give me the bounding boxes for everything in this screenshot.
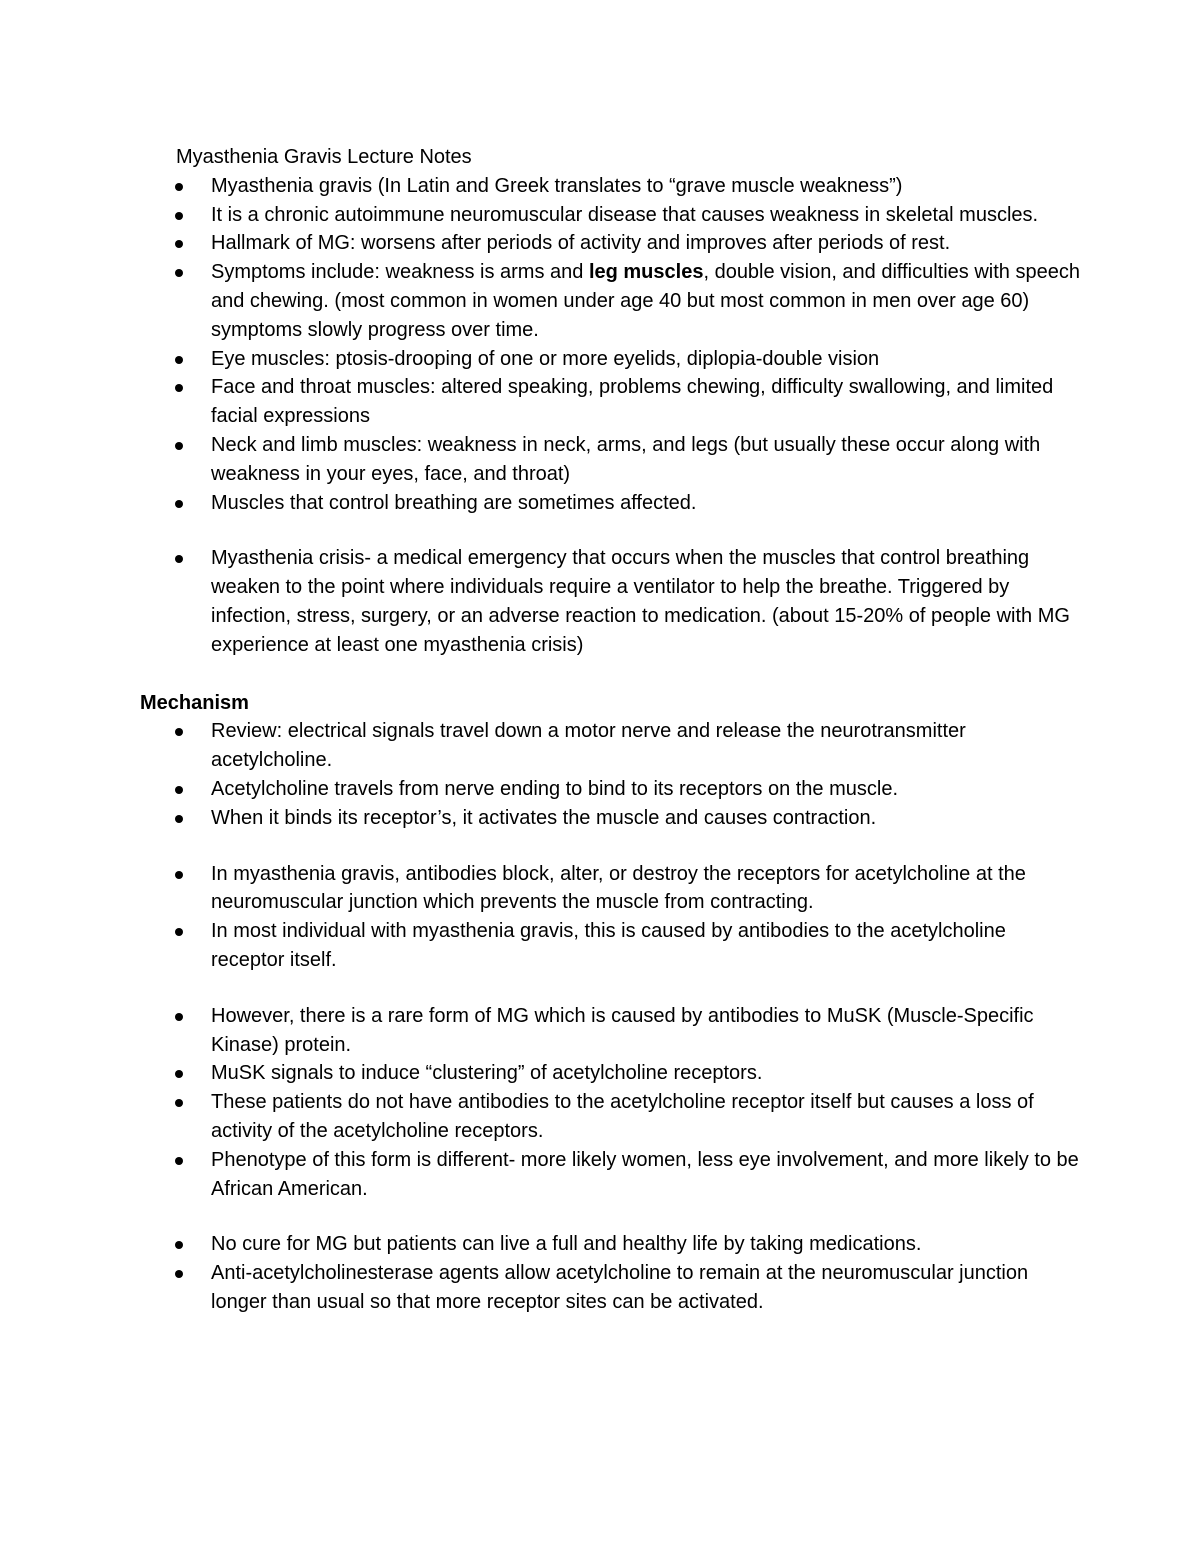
list-item: [140, 345, 1080, 374]
section-heading-mechanism: Mechanism: [140, 691, 249, 714]
bullet-text: Hallmark of MG: worsens after periods of activity and improves after periods of rest.: [211, 232, 951, 255]
list-item: [140, 917, 1080, 975]
bullet-text: These patients do not have antibodies to the acetylcholine receptor itself but causes a loss of activity of the acetylcholine receptors.: [211, 1091, 1034, 1142]
bullet-icon: [175, 871, 183, 879]
bullet-text: Symptoms include: weakness is arms and: [211, 261, 589, 284]
bullet-icon: [175, 728, 183, 736]
bullet-icon: [175, 384, 183, 392]
list-item: [140, 1088, 1080, 1146]
list-item: [140, 860, 1080, 918]
intro-bullet-list: [140, 172, 1080, 518]
list-item: [140, 717, 1080, 775]
bullet-icon: [175, 183, 183, 191]
bullet-text: In myasthenia gravis, antibodies block, alter, or destroy the receptors for acetylcholine at the neuromuscular junction which prevents the muscle from contracting.: [211, 862, 1026, 914]
bold-emphasis: leg muscles: [588, 261, 704, 284]
list-item: [140, 489, 1080, 518]
bullet-text: Face and throat muscles: altered speaking, problems chewing, difficulty swallowing, and limited facial expressions: [211, 376, 1054, 428]
bullet-text: Eye muscles: ptosis-drooping of one or more eyelids, diplopia-double vision: [211, 347, 880, 370]
review-bullet-list: [140, 717, 1080, 832]
musk-bullet-list: [140, 1002, 1080, 1204]
bullet-text: In most individual with myasthenia gravis, this is caused by antibodies to the acetylcholine receptor itself.: [211, 920, 1006, 971]
list-item: [140, 373, 1080, 431]
list-item: [140, 544, 1080, 659]
list-item: [140, 804, 1080, 833]
bullet-icon: [175, 240, 183, 248]
spacer: [140, 660, 1080, 689]
list-item: [140, 258, 1080, 344]
list-item: [140, 431, 1080, 489]
bullet-icon: [175, 500, 183, 508]
list-item: [140, 201, 1080, 230]
spacer: [140, 1203, 1080, 1230]
bullet-icon: [175, 1241, 183, 1249]
list-item: [140, 775, 1080, 804]
list-item: [140, 1230, 1080, 1259]
bullet-text: However, there is a rare form of MG which is caused by antibodies to MuSK (Muscle-Specific Kinase) protein.: [211, 1004, 1034, 1056]
bullet-icon: [175, 786, 183, 794]
bullet-text: Review: electrical signals travel down a motor nerve and release the neurotransmitter acetylcholine.: [211, 720, 966, 772]
list-item: [140, 1259, 1080, 1317]
bullet-icon: [175, 1270, 183, 1278]
treatment-bullet-list: [140, 1230, 1080, 1316]
list-item: [140, 172, 1080, 201]
bullet-icon: [175, 815, 183, 823]
bullet-icon: [175, 269, 183, 277]
bullet-text: Myasthenia crisis- a medical emergency that occurs when the muscles that control breathing weaken to the point where individuals require a ventilator to help the breathe. Triggered by infection, stress, surgery, or an adverse reaction to medication. (about 15-20% of people with MG experience at least one myasthenia crisis): [211, 547, 1070, 656]
spacer: [140, 975, 1080, 1002]
bullet-text: It is a chronic autoimmune neuromuscular disease that causes weakness in skeletal muscles.: [211, 203, 1039, 226]
spacer: [140, 833, 1080, 860]
bullet-icon: [175, 442, 183, 450]
list-item: [140, 1002, 1080, 1060]
bullet-icon: [175, 1013, 183, 1021]
bullet-icon: [175, 1157, 183, 1165]
bullet-icon: [175, 928, 183, 936]
bullet-icon: [175, 1070, 183, 1078]
list-item: [140, 1059, 1080, 1088]
bullet-text: Myasthenia gravis (In Latin and Greek translates to “grave muscle weakness”): [211, 174, 903, 197]
bullet-text: Muscles that control breathing are sometimes affected.: [211, 491, 697, 514]
list-item: [140, 1146, 1080, 1204]
bullet-text: Neck and limb muscles: weakness in neck, arms, and legs (but usually these occur along with weakness in your eyes, face, and throat): [211, 433, 1041, 485]
bullet-icon: [175, 356, 183, 364]
crisis-bullet-list: [140, 544, 1080, 659]
mg-bullet-list: [140, 860, 1080, 975]
bullet-text: When it binds its receptor’s, it activates the muscle and causes contraction.: [211, 806, 877, 829]
bullet-text: Acetylcholine travels from nerve ending to bind to its receptors on the muscle.: [211, 777, 899, 800]
bullet-text: MuSK signals to induce “clustering” of acetylcholine receptors.: [211, 1062, 763, 1085]
bullet-text: No cure for MG but patients can live a full and healthy life by taking medications.: [211, 1233, 922, 1256]
document-body: [140, 143, 1080, 1317]
list-item: [140, 229, 1080, 258]
bullet-icon: [175, 1099, 183, 1107]
bullet-text: , double vision, and difficulties with speech and chewing. (most common in women under age 40 but most common in men over age 60) symptoms slowly progress over time.: [211, 261, 1080, 341]
bullet-icon: [175, 212, 183, 220]
bullet-text: Anti-acetylcholinesterase agents allow acetylcholine to remain at the neuromuscular junction longer than usual so that more receptor sites can be activated.: [211, 1262, 1029, 1313]
bullet-text: Phenotype of this form is different- more likely women, less eye involvement, and more likely to be African American.: [211, 1148, 1079, 1200]
bullet-icon: [175, 555, 183, 563]
document-title: Myasthenia Gravis Lecture Notes: [176, 146, 472, 168]
spacer: [140, 517, 1080, 544]
